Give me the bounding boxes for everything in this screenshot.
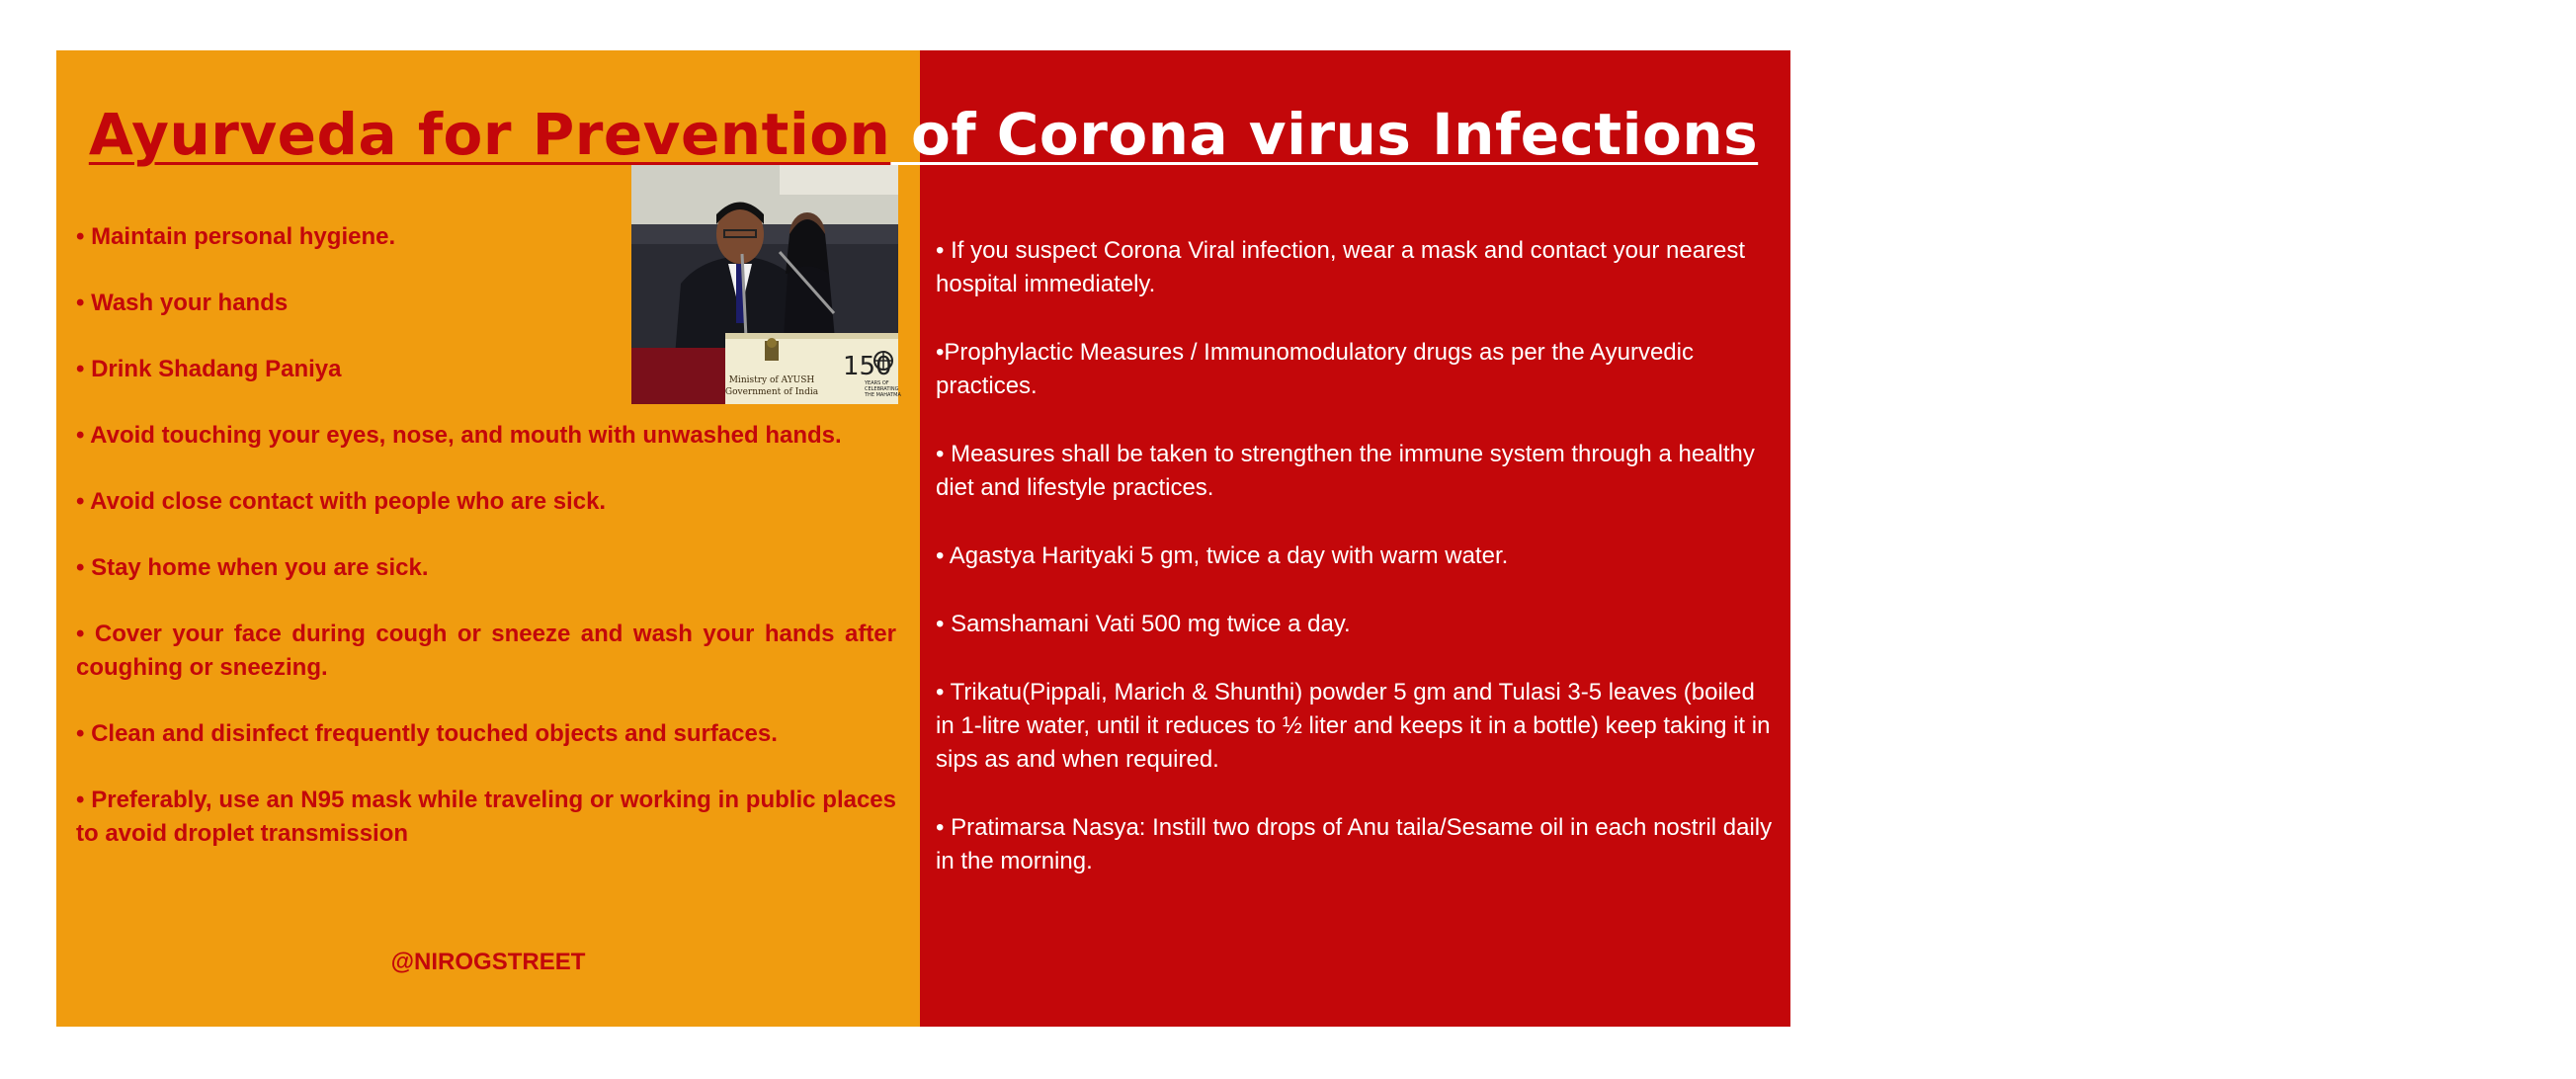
list-item: • Measures shall be taken to strengthen the immune system through a healthy diet and lifestyle practices. [936, 441, 1755, 501]
list-item: • Wash your hands [76, 290, 289, 316]
ayurvedic-measures-list [936, 234, 1776, 913]
list-item: • Samshamani Vati 500 mg twice a day. [936, 611, 1351, 637]
list-item: • Preferably, use an N95 mask while traveling or working in public places to avoid droplet transmission [76, 787, 896, 847]
list-item: • Cover your face during cough or sneeze and wash your hands after coughing or sneezing. [76, 621, 896, 681]
list-item: • Avoid close contact with people who are sick. [76, 488, 607, 515]
podium-line2: Government of India [724, 387, 819, 397]
badge-line1: YEARS OF [865, 380, 889, 386]
list-item: • Maintain personal hygiene. [76, 223, 396, 250]
title-white-part: of Corona virus Infections [890, 101, 1759, 168]
badge-line2: CELEBRATING [865, 386, 899, 392]
list-item: • Stay home when you are sick. [76, 554, 429, 581]
page-title [56, 95, 1790, 174]
badge-number: 150 [843, 352, 892, 381]
guidelines-credit: (AYUSH MINISTRY GUIDELINES) [2086, 950, 2352, 974]
list-item: • Avoid touching your eyes, nose, and mouth with unwashed hands. [76, 422, 842, 449]
list-item: • Pratimarsa Nasya: Instill two drops of Anu taila/Sesame oil in each nostril daily in the morning. [936, 814, 1773, 874]
list-item: • Clean and disinfect frequently touched objects and surfaces. [76, 720, 778, 747]
list-item: •Prophylactic Measures / Immunomodulatory drugs as per the Ayurvedic practices. [936, 339, 1694, 399]
list-item: • Drink Shadang Paniya [76, 356, 342, 382]
list-item: • If you suspect Corona Viral infection, wear a mask and contact your nearest hospital immediately. [936, 237, 1746, 297]
title-red-part: Ayurveda for Prevention [88, 101, 891, 168]
source-handle: @NIROGSTREET [390, 949, 586, 975]
left-panel [56, 50, 920, 1027]
hygiene-tips-list [76, 220, 896, 883]
list-item: • Agastya Harityaki 5 gm, twice a day with warm water. [936, 542, 1509, 569]
infographic-card [56, 50, 2352, 1027]
list-item: • Trikatu(Pippali, Marich & Shunthi) powder 5 gm and Tulasi 3-5 leaves (boiled in 1-litre water, until it reduces to ½ liter and keeps it in a bottle) keep taking it in sips as and when required. [936, 679, 1771, 773]
badge-line3: THE MAHATMA [865, 392, 901, 398]
podium-line1: Ministry of AYUSH [728, 375, 815, 385]
